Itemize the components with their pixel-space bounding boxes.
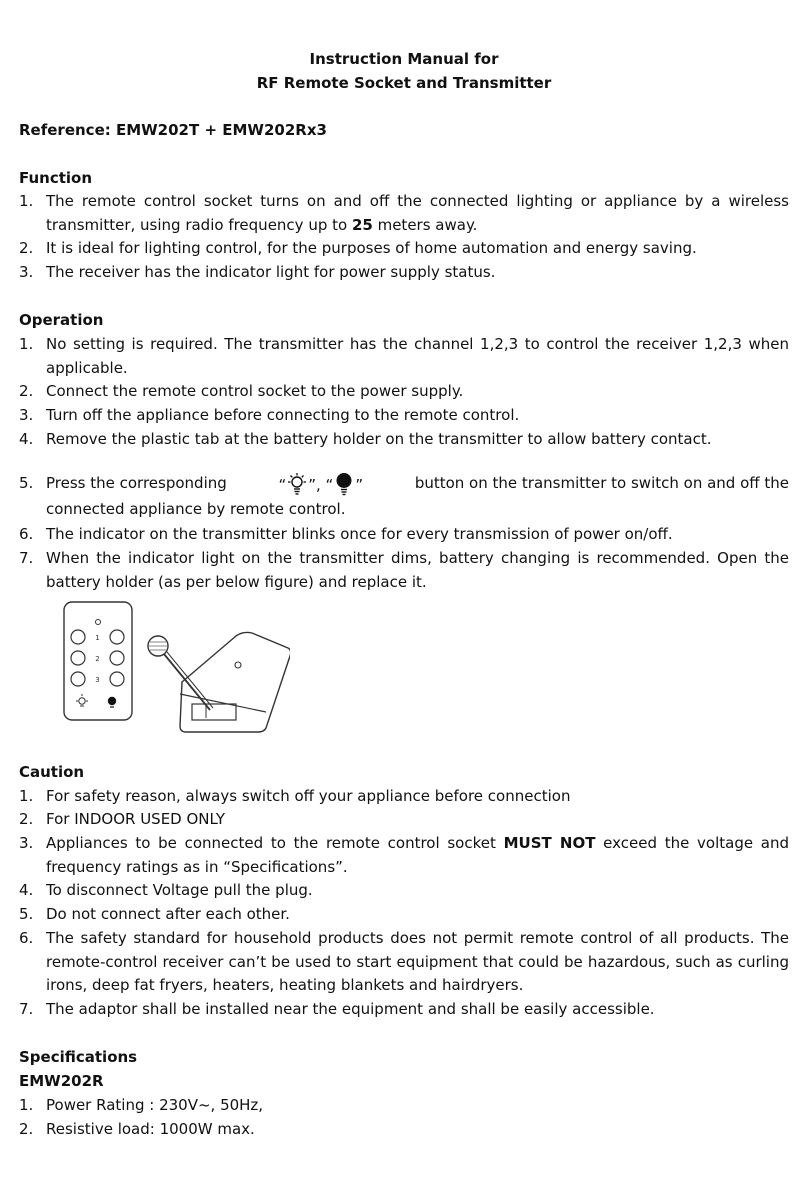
list-text: button on the transmitter to switch on and off the — [414, 474, 789, 492]
operation-item-4 — [19, 428, 789, 452]
list-number: 2. — [19, 810, 34, 828]
list-text: Resistive load: 1000W max. — [46, 1120, 255, 1138]
specifications-heading: Specifications — [19, 1048, 138, 1066]
list-text: The remote control socket turns on and off the connected lighting or appliance by a wireless transmitter, using radio frequency up to — [46, 192, 789, 234]
function-item-2 — [19, 237, 789, 261]
list-text: For safety reason, always switch off your appliance before connection — [46, 787, 571, 805]
list-text: Remove the plastic tab at the battery holder on the transmitter to allow battery contact. — [46, 430, 712, 448]
title-line-2: RF Remote Socket and Transmitter — [256, 74, 552, 92]
function-item-1 — [19, 190, 789, 237]
channel-label: 3 — [95, 676, 100, 684]
battery-figure-drawing — [60, 600, 290, 740]
caution-item-1 — [19, 785, 789, 809]
list-number: 1. — [19, 1096, 34, 1114]
list-text: Do not connect after each other. — [46, 905, 290, 923]
list-number: 1. — [19, 787, 34, 805]
list-number: 3. — [19, 406, 34, 424]
list-text: To disconnect Voltage pull the plug. — [46, 881, 313, 899]
channel-label: 1 — [95, 634, 100, 642]
list-number: 2. — [19, 382, 34, 400]
list-text: The safety standard for household products does not permit remote control of all products. The remote-control receiver can’t be used to start equipment that could be hazardous, such as curling irons, deep fat fryers, heaters, heating blankets and hairdryers. — [46, 929, 789, 994]
caution-item-4 — [19, 879, 789, 903]
spec-item-2 — [19, 1118, 789, 1142]
caution-heading: Caution — [19, 763, 85, 781]
socket-body — [180, 632, 290, 732]
list-number: 2. — [19, 239, 34, 257]
list-number: 6. — [19, 929, 34, 947]
list-number: 7. — [19, 549, 34, 567]
operation-item-7 — [19, 547, 789, 594]
title-line-1: Instruction Manual for — [309, 50, 499, 68]
list-number: 7. — [19, 1000, 34, 1018]
list-text: connected appliance by remote control. — [46, 500, 346, 518]
list-number: 6. — [19, 525, 34, 543]
list-number: 5. — [19, 474, 34, 492]
list-text: Power Rating : 230V~, 50Hz, — [46, 1096, 264, 1114]
spec-item-1 — [19, 1094, 789, 1118]
caution-item-2 — [19, 808, 789, 832]
list-text: The receiver has the indicator light for power supply status. — [46, 263, 496, 281]
channel-label: 2 — [95, 655, 100, 663]
list-number: 1. — [19, 335, 34, 353]
list-number: 1. — [19, 192, 34, 210]
list-text: Turn off the appliance before connecting to the remote control. — [46, 406, 520, 424]
operation-heading: Operation — [19, 311, 104, 329]
list-number: 3. — [19, 263, 34, 281]
list-number: 4. — [19, 430, 34, 448]
list-text: For INDOOR USED ONLY — [46, 810, 226, 828]
operation-item-3 — [19, 404, 789, 428]
operation-item-5-cont — [19, 498, 789, 522]
list-text: No setting is required. The transmitter has the channel 1,2,3 to control the receiver 1,2,3 when applicable. — [46, 335, 789, 377]
list-number: 5. — [19, 905, 34, 923]
list-number: 4. — [19, 881, 34, 899]
operation-item-1 — [19, 333, 789, 380]
caution-item-3 — [19, 832, 789, 879]
function-item-3 — [19, 261, 789, 285]
range-value: 25 — [351, 215, 373, 234]
icon-quote-group: “ ”, “ ” — [278, 472, 363, 504]
list-number: 2. — [19, 1120, 34, 1138]
list-text: Appliances to be connected to the remote control socket — [46, 834, 504, 852]
list-text: Connect the remote control socket to the power supply. — [46, 382, 464, 400]
operation-item-2 — [19, 380, 789, 404]
battery-figure — [60, 600, 290, 740]
list-text: When the indicator light on the transmitter dims, battery changing is recommended. Open the battery holder (as per below figure) and replace it. — [46, 549, 789, 591]
list-text: exceed the voltage and frequency ratings as in “Specifications”. — [46, 834, 790, 876]
model-number: EMW202R — [19, 1072, 104, 1090]
operation-item-6 — [19, 523, 789, 547]
warning-emphasis: MUST NOT — [503, 834, 596, 852]
list-text: Press the corresponding — [46, 474, 227, 492]
reference-line: Reference: EMW202T + EMW202Rx3 — [19, 121, 327, 139]
caution-item-7 — [19, 998, 789, 1022]
list-text: The indicator on the transmitter blinks once for every transmission of power on/off. — [46, 525, 673, 543]
caution-item-6 — [19, 927, 789, 998]
caution-item-5 — [19, 903, 789, 927]
list-number: 3. — [19, 834, 34, 852]
list-text: The adaptor shall be installed near the equipment and shall be easily accessible. — [46, 1000, 655, 1018]
function-heading: Function — [19, 169, 93, 187]
list-text: meters away. — [372, 215, 478, 234]
list-text: It is ideal for lighting control, for the purposes of home automation and energy saving. — [46, 239, 697, 257]
